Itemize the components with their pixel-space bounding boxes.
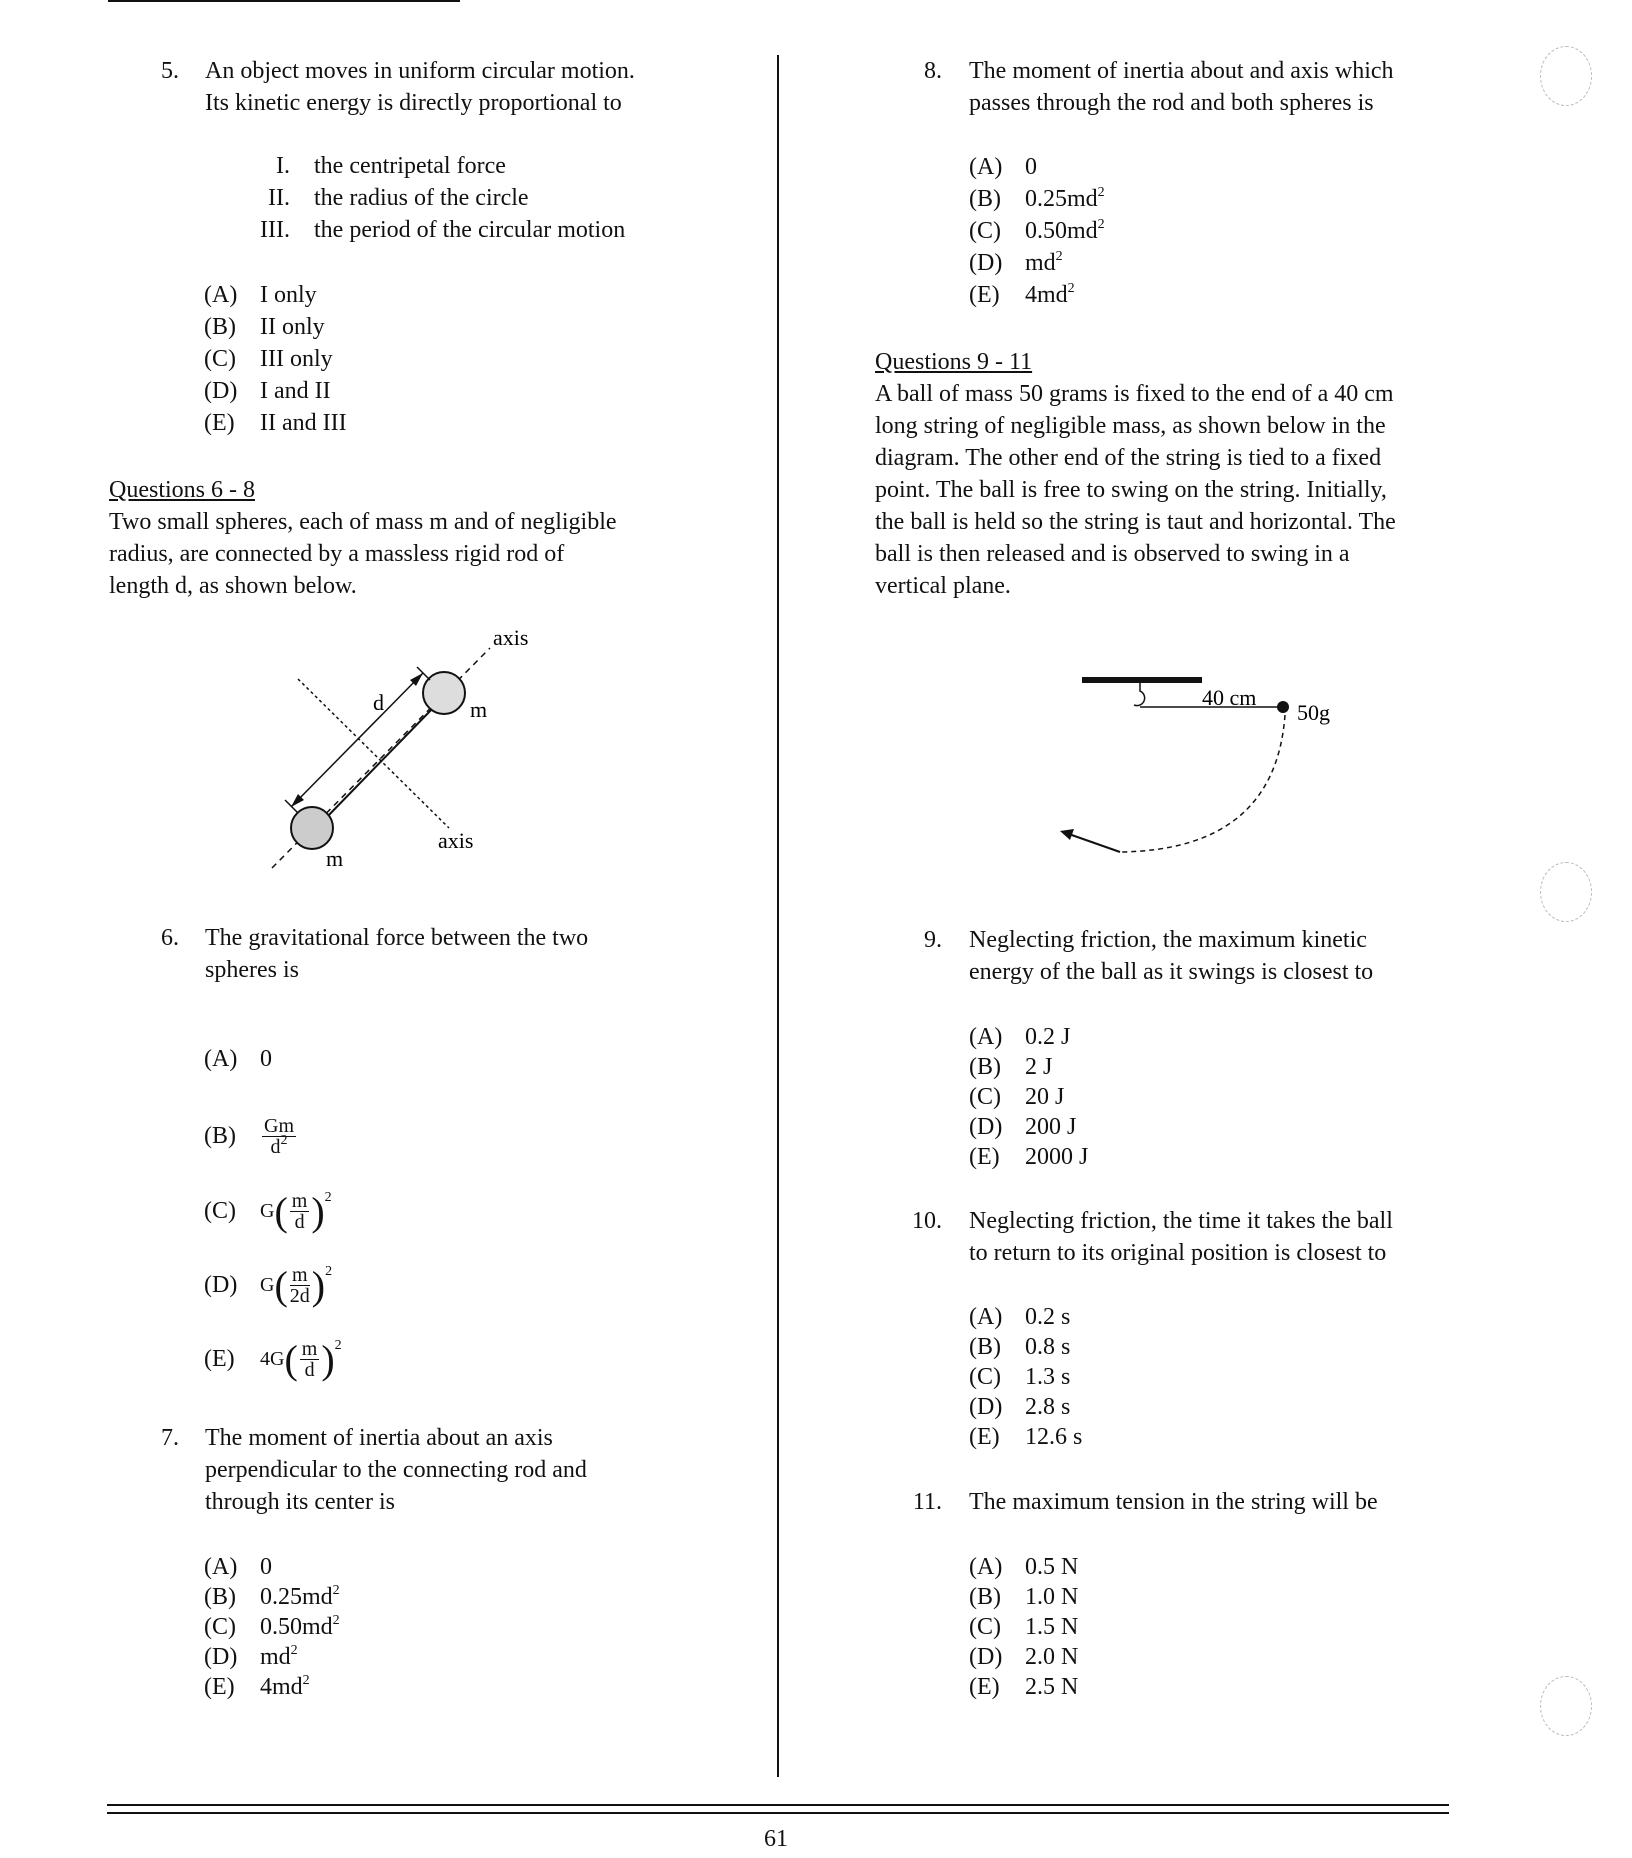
option-d[interactable]: (D) G ( $\frac{m}{2d}$ ) 2 (204, 1263, 333, 1308)
option-label: (E) (969, 1674, 1000, 1700)
option-label: (C) (969, 218, 1001, 244)
denominator: d (304, 1359, 315, 1381)
option-text: 1.0 N (1025, 1584, 1079, 1610)
option-label: (D) (969, 1644, 1003, 1670)
option-label: (C) (204, 346, 236, 372)
option-label: (C) (969, 1614, 1001, 1640)
option-c[interactable]: (C) G ( $\frac{m}{d}$ ) 2 (204, 1189, 332, 1234)
intro-text: the ball is held so the string is taut and horizontal. The (875, 509, 1396, 535)
coefficient: G (260, 1274, 275, 1296)
option-text: 2.0 N (1025, 1644, 1079, 1670)
exponent: 2 (332, 1583, 340, 1598)
option-b[interactable] (969, 1052, 1269, 1082)
question-number: 6. (161, 925, 179, 951)
option-text: 2.8 s (1025, 1394, 1071, 1420)
option-label: (B) (969, 186, 1001, 212)
statement-numeral: III. (260, 217, 290, 243)
option-e[interactable] (204, 1672, 504, 1702)
exponent: 2 (334, 1337, 342, 1353)
option-text: 20 J (1025, 1084, 1065, 1110)
option-e[interactable] (969, 1142, 1269, 1172)
numerator: m (291, 1190, 308, 1212)
option-a[interactable] (969, 1022, 1269, 1052)
option-b[interactable] (204, 1582, 504, 1612)
option-label: (A) (204, 282, 238, 308)
option-label: (D) (969, 1394, 1003, 1420)
intro-text: diagram. The other end of the string is tied to a fixed (875, 445, 1382, 471)
option-label: (B) (204, 1123, 236, 1149)
question-text: The moment of inertia about and axis which (969, 58, 1394, 84)
intro-text: point. The ball is free to swing on the string. Initially, (875, 477, 1387, 503)
option-label: (E) (204, 1346, 235, 1372)
hook (1134, 683, 1145, 706)
option-a[interactable] (969, 1552, 1269, 1582)
option-d[interactable] (969, 1392, 1269, 1422)
page-number: 61 (764, 1826, 788, 1852)
numerator: m (292, 1264, 308, 1286)
exponent: 2 (280, 1133, 288, 1148)
exponent: 2 (332, 1613, 340, 1628)
option-text: 1.5 N (1025, 1614, 1079, 1640)
intro-text: radius, are connected by a massless rigid rod of (109, 541, 565, 567)
option-a[interactable] (204, 1046, 272, 1073)
option-label: (C) (204, 1198, 236, 1224)
option-text: 2 J (1025, 1054, 1053, 1080)
question-text: Its kinetic energy is directly proportional to (205, 90, 622, 116)
length-label: 40 cm (1202, 685, 1257, 710)
question-text: spheres is (205, 957, 299, 983)
option-text: II only (260, 314, 325, 340)
option-d[interactable] (969, 1112, 1269, 1142)
coefficient: 4G (260, 1348, 285, 1370)
option-label: (A) (204, 1046, 238, 1072)
ceiling-bar (1082, 677, 1202, 683)
intro-text: vertical plane. (875, 573, 1011, 599)
question-text: perpendicular to the connecting rod and (205, 1457, 587, 1483)
option-text: 2.5 N (1025, 1674, 1079, 1700)
exponent: 2 (302, 1673, 310, 1688)
option-text: III only (260, 346, 333, 372)
intro-text: A ball of mass 50 grams is fixed to the end of a 40 cm (875, 381, 1394, 407)
answer-options (969, 1552, 1269, 1702)
option-text: 1.3 s (1025, 1364, 1071, 1390)
question-number: 5. (161, 58, 179, 84)
axis-label-bottom: axis (438, 828, 474, 853)
option-text: 0.5 N (1025, 1554, 1079, 1580)
denominator: d (294, 1211, 305, 1233)
exponent: 2 (1055, 249, 1063, 264)
option-text: 0 (260, 1046, 272, 1072)
ball (1277, 701, 1289, 713)
answer-options (969, 1022, 1269, 1172)
option-label: (D) (969, 1114, 1003, 1140)
numerator: Gm (264, 1115, 294, 1137)
question-number: 9. (924, 927, 942, 953)
option-text: md (1025, 250, 1056, 276)
option-label: (A) (969, 1304, 1003, 1330)
option-text: 0 (1025, 154, 1037, 180)
question-text: through its center is (205, 1489, 395, 1515)
option-label: (A) (969, 1554, 1003, 1580)
option-text: 4md (260, 1674, 303, 1700)
option-label: (A) (969, 1024, 1003, 1050)
option-label: (D) (204, 1272, 238, 1298)
arrowhead (1060, 829, 1074, 840)
exponent: 2 (1097, 185, 1105, 200)
statement-numeral: II. (268, 185, 290, 211)
statement-text: the period of the circular motion (314, 217, 626, 243)
option-c[interactable] (969, 1362, 1269, 1392)
option-a[interactable] (969, 152, 1269, 184)
question-number: 10. (912, 1208, 942, 1234)
question-text: Neglecting friction, the time it takes the ball (969, 1208, 1393, 1234)
option-b[interactable] (969, 1332, 1269, 1362)
option-label: (A) (969, 154, 1003, 180)
mass-label-top: m (470, 697, 488, 722)
pendulum-diagram (1060, 677, 1330, 852)
group-heading: Questions 9 - 11 (875, 349, 1033, 375)
option-text: md (260, 1644, 291, 1670)
question-text: passes through the rod and both spheres is (969, 90, 1374, 116)
intro-text: Two small spheres, each of mass m and of negligible (109, 509, 617, 535)
statement-numeral: I. (276, 153, 290, 179)
intro-text: long string of negligible mass, as shown below in the (875, 413, 1386, 439)
option-text: 0.50md (1025, 218, 1098, 244)
option-b[interactable] (969, 184, 1269, 216)
option-d[interactable] (969, 248, 1269, 280)
question-number: 8. (924, 58, 942, 84)
option-text: II and III (260, 410, 347, 436)
option-label: (C) (969, 1364, 1001, 1390)
answer-options (204, 1552, 504, 1702)
exponent: 2 (1097, 217, 1105, 232)
option-c[interactable] (969, 216, 1269, 248)
option-text: I and II (260, 378, 331, 404)
axis-label-top: axis (493, 625, 529, 650)
option-text: 0.50md (260, 1614, 333, 1640)
option-e[interactable] (969, 1422, 1269, 1452)
option-text: 4md (1025, 282, 1068, 308)
statement-text: the radius of the circle (314, 185, 529, 211)
option-b[interactable] (969, 1582, 1269, 1612)
option-text: 0.8 s (1025, 1334, 1071, 1360)
option-label: (D) (204, 378, 238, 404)
option-a[interactable] (204, 1552, 504, 1582)
option-c[interactable] (969, 1082, 1269, 1112)
question-text: Neglecting friction, the maximum kinetic (969, 927, 1367, 953)
option-label: (E) (204, 410, 235, 436)
option-label: (C) (969, 1084, 1001, 1110)
statement-text: the centripetal force (314, 153, 506, 179)
option-label: (E) (969, 282, 1000, 308)
option-text: 200 J (1025, 1114, 1077, 1140)
option-label: (E) (969, 1424, 1000, 1450)
intro-text: ball is then released and is observed to swing in a (875, 541, 1350, 567)
rod (326, 708, 433, 818)
mass-label: 50g (1297, 700, 1330, 725)
answer-options (969, 1302, 1269, 1452)
swing-path (1120, 715, 1285, 852)
exponent: 2 (324, 1189, 332, 1205)
question-text: An object moves in uniform circular motion. (205, 58, 635, 84)
option-c[interactable] (204, 1612, 504, 1642)
numerator: m (301, 1338, 318, 1360)
mass-label-bottom: m (326, 846, 344, 871)
exponent: 2 (1067, 281, 1075, 296)
answer-options (969, 152, 1269, 312)
option-text: 0.25md (260, 1584, 333, 1610)
option-label: (D) (969, 250, 1003, 276)
questions-9-11-intro (875, 346, 1396, 602)
question-number: 11. (912, 1489, 942, 1515)
denominator: d (270, 1136, 281, 1158)
option-e[interactable]: (E) 4G ( $\frac{m}{d}$ ) 2 (204, 1337, 342, 1382)
option-label: (B) (969, 1054, 1001, 1080)
option-label: (B) (969, 1584, 1001, 1610)
question-text: to return to its original position is closest to (969, 1240, 1387, 1266)
option-label: (E) (969, 1144, 1000, 1170)
option-a[interactable] (969, 1302, 1269, 1332)
distance-label: d (373, 690, 384, 715)
option-d[interactable] (204, 1642, 504, 1672)
intro-text: length d, as shown below. (109, 573, 357, 599)
option-label: (E) (204, 1674, 235, 1700)
option-b[interactable] (204, 1116, 298, 1157)
option-label: (A) (204, 1554, 238, 1580)
option-text: 0 (260, 1554, 272, 1580)
option-e[interactable] (969, 1672, 1269, 1702)
option-d[interactable] (969, 1642, 1269, 1672)
option-label: (C) (204, 1614, 236, 1640)
option-label: (B) (969, 1334, 1001, 1360)
option-e[interactable] (969, 280, 1269, 312)
rod-spheres-diagram (272, 625, 528, 871)
exponent: 2 (325, 1263, 333, 1279)
denominator: 2d (289, 1285, 310, 1307)
option-text: 2000 J (1025, 1144, 1089, 1170)
question-text: The maximum tension in the string will be (969, 1489, 1378, 1515)
option-label: (B) (204, 314, 236, 340)
question-text: The gravitational force between the two (205, 925, 589, 951)
question-text: energy of the ball as it swings is closest to (969, 959, 1374, 985)
option-text: 12.6 s (1025, 1424, 1083, 1450)
exponent: 2 (290, 1643, 298, 1658)
option-label: (D) (204, 1644, 238, 1670)
question-text: The moment of inertia about an axis (205, 1425, 553, 1451)
option-text: 0.25md (1025, 186, 1098, 212)
option-c[interactable] (969, 1612, 1269, 1642)
option-text: 0.2 s (1025, 1304, 1071, 1330)
option-label: (B) (204, 1584, 236, 1610)
coefficient: G (260, 1200, 275, 1222)
question-number: 7. (161, 1425, 179, 1451)
option-text: I only (260, 282, 317, 308)
group-heading: Questions 6 - 8 (109, 477, 255, 503)
option-text: 0.2 J (1025, 1024, 1071, 1050)
